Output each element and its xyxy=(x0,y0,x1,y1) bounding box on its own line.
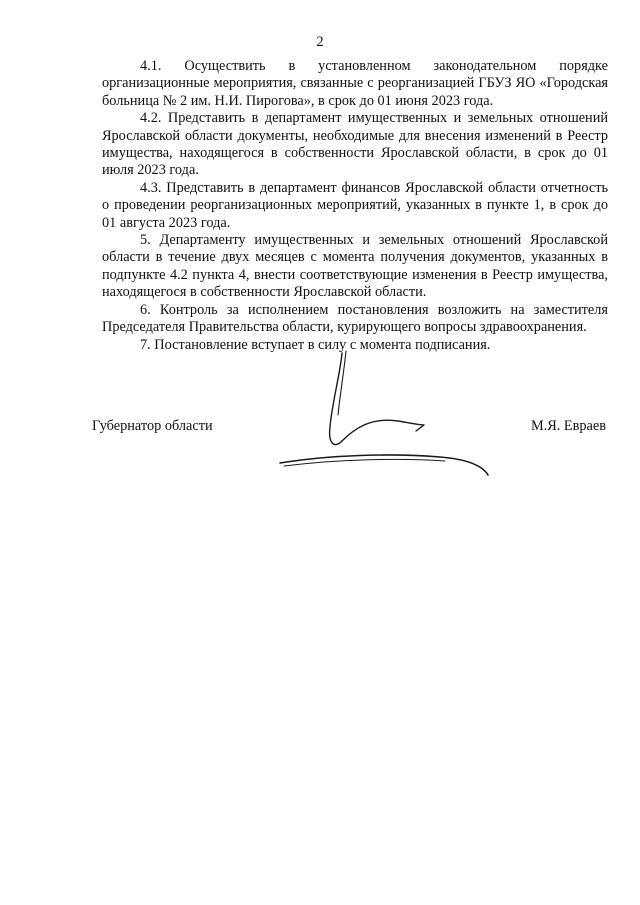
paragraph-4-2: 4.2. Представить в департамент имущественных и земельных отношений Ярославской области документы, необходимые для внесения изменений в Реестр имущества, находящегося в собственности Ярославской области, в срок до 01 июля 2023 года. xyxy=(102,110,608,179)
document-body xyxy=(102,58,608,354)
paragraph-7: 7. Постановление вступает в силу с момента подписания. xyxy=(140,336,491,353)
handwritten-signature xyxy=(270,345,500,490)
paragraph-6: 6. Контроль за исполнением постановления возложить на заместителя Председателя Правительства области, курирующего вопросы здравоохранения. xyxy=(102,301,608,336)
signer-position: Губернатор области xyxy=(92,418,213,434)
paragraph-4-3: 4.3. Представить в департамент финансов Ярославской области отчетность о проведении реорганизационных мероприятий, указанных в пункте 1, в срок до 01 августа 2023 года. xyxy=(102,179,608,231)
page-number: 2 xyxy=(316,34,324,50)
paragraph-5: 5. Департаменту имущественных и земельных отношений Ярославской области в течение двух месяцев с момента получения документов, указанных в подпункте 4.2 пункта 4, внести соответствующие изменения в Реестр имущества, находящегося в собственности Ярославской области. xyxy=(102,232,608,301)
paragraph-4-1: 4.1. Осуществить в установленном законодательном порядке организационные мероприятия, связанные с реорганизацией ГБУЗ ЯО «Городская больница № 2 им. Н.И. Пирогова», в срок до 01 июня 2023 года. xyxy=(102,58,608,109)
signer-name: М.Я. Евраев xyxy=(530,418,606,434)
